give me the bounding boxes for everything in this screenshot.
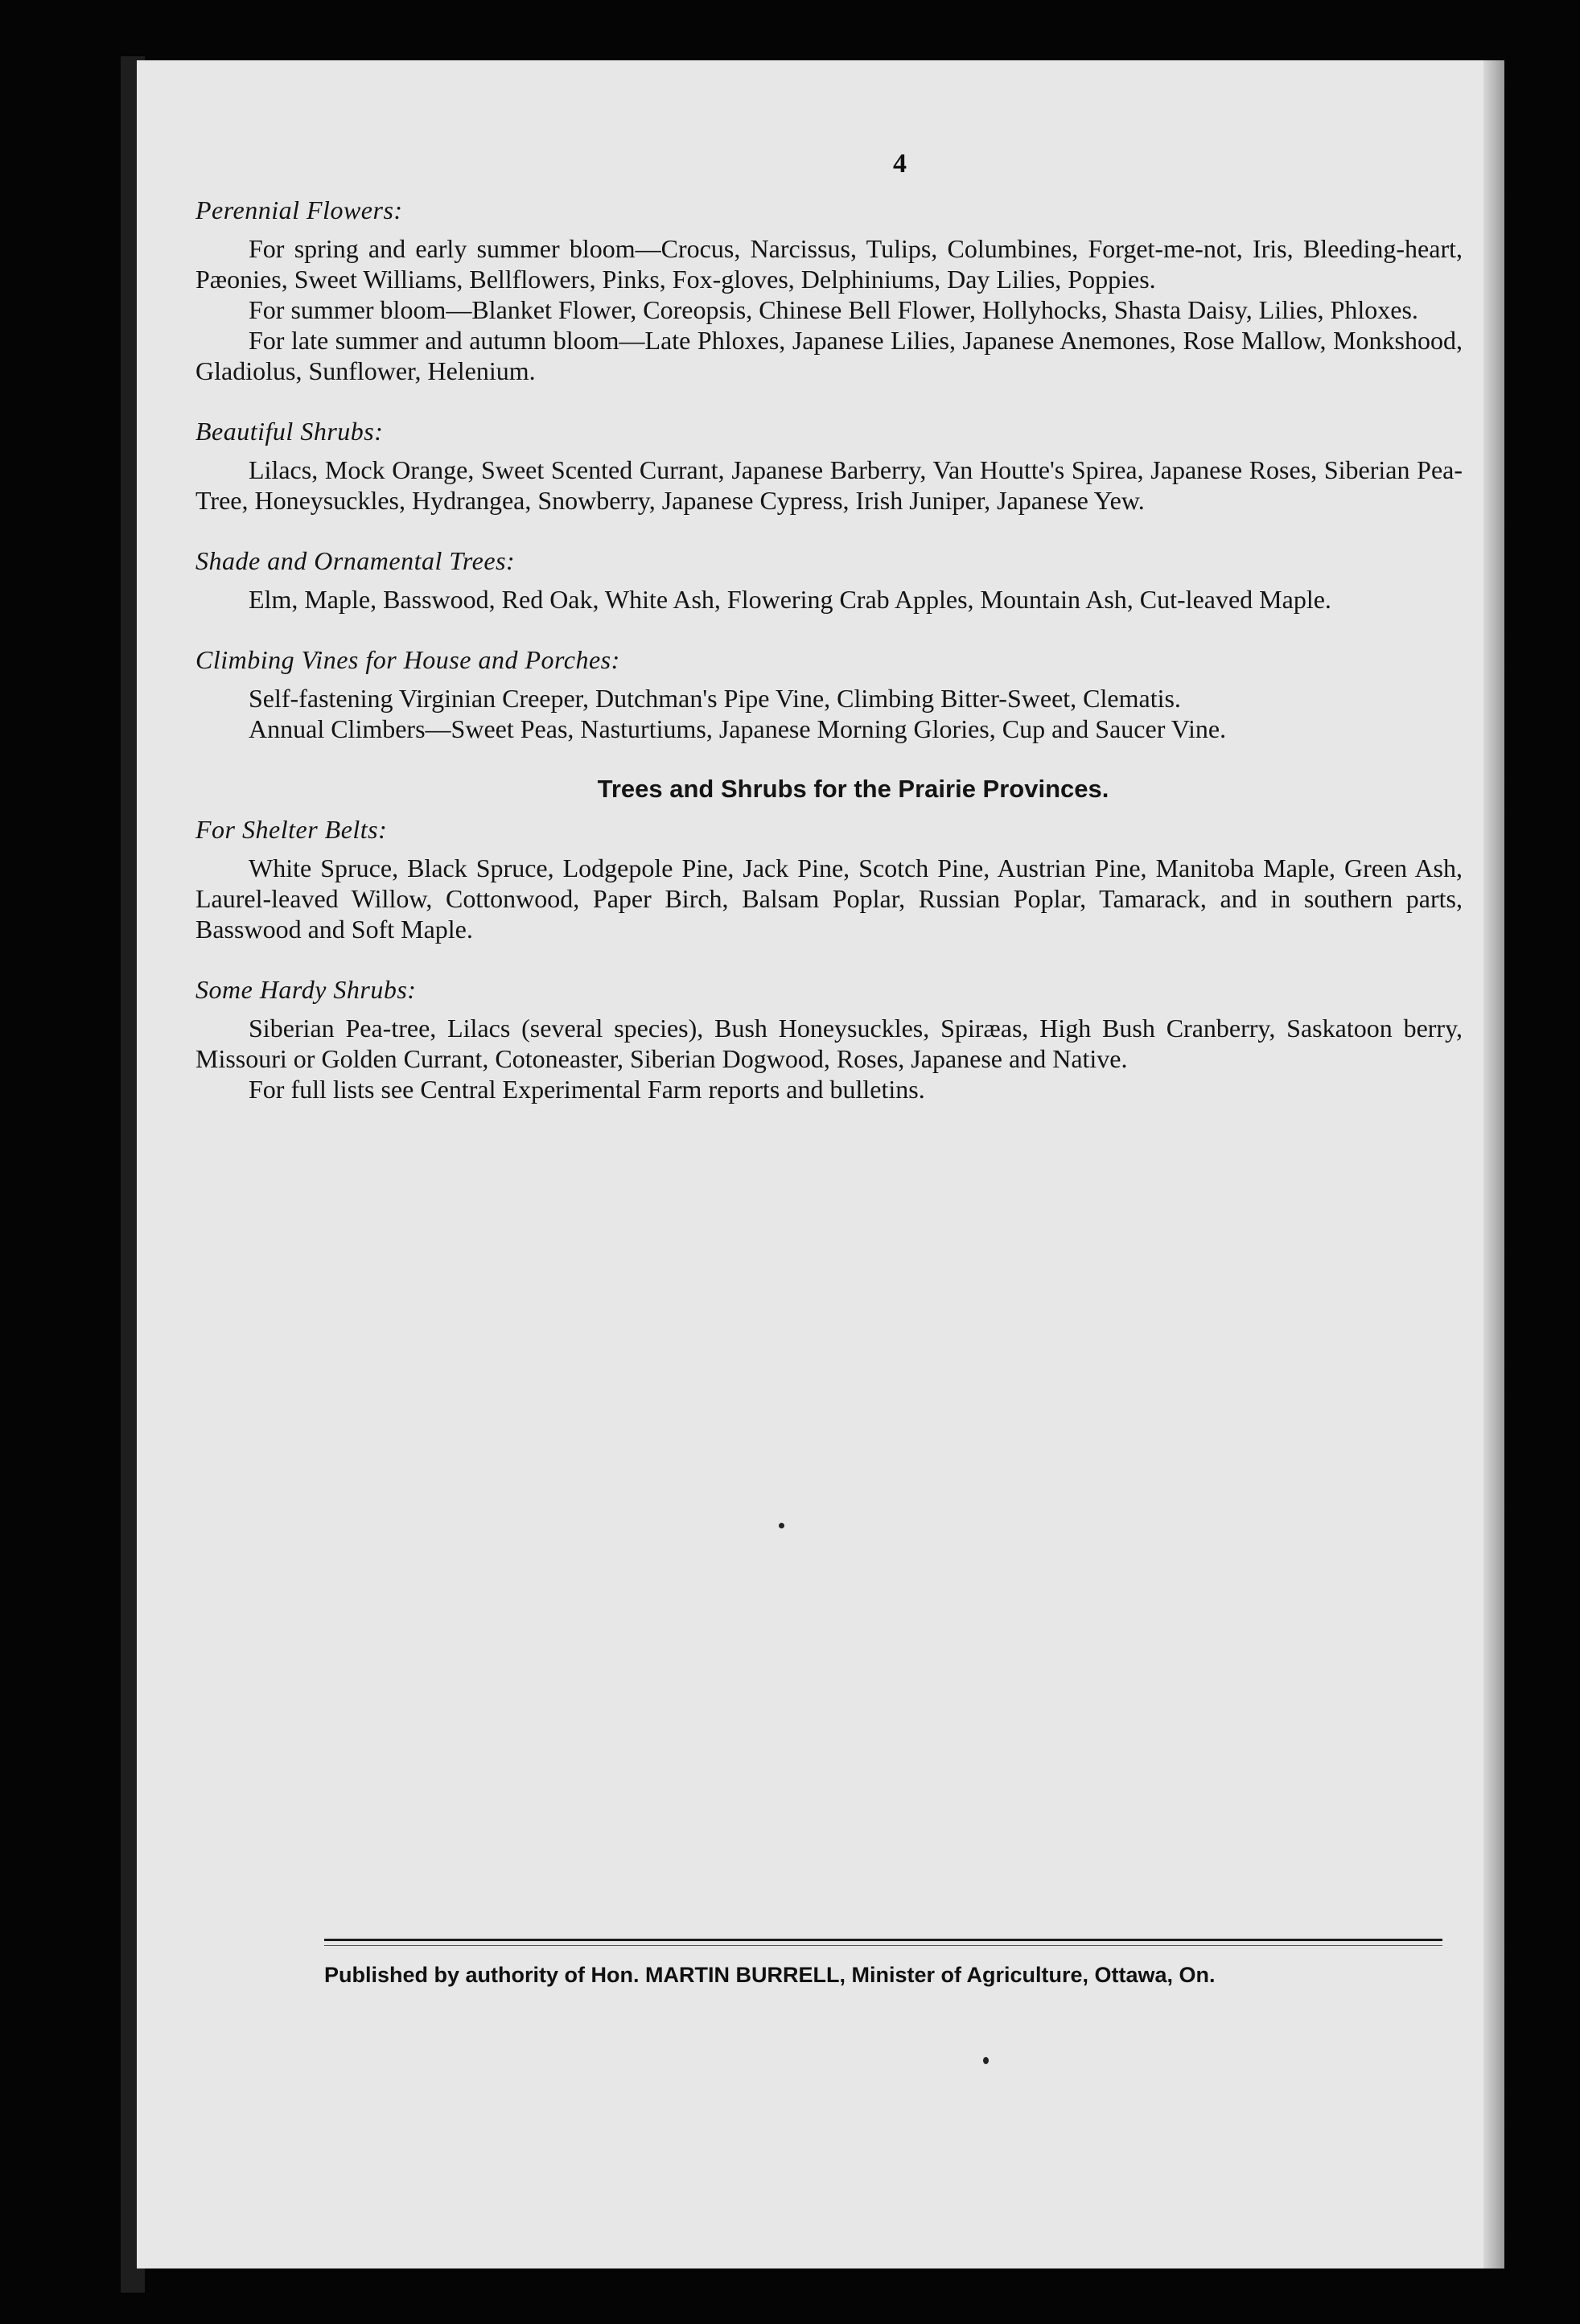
section-heading: For Shelter Belts: <box>195 815 388 844</box>
closing-line: For full lists see Central Experimental Farm reports and bulletins. <box>249 1075 925 1104</box>
footer-rule-thin <box>324 1945 1442 1946</box>
section-heading: Perennial Flowers: <box>195 195 403 224</box>
page-edge-shadow <box>1483 60 1504 2268</box>
section-beautiful-shrubs <box>195 417 1463 516</box>
section-heading: Climbing Vines for House and Porches: <box>195 645 620 674</box>
section-perennial-flowers <box>195 195 1463 386</box>
paragraph: Annual Climbers—Sweet Peas, Nasturtiums, Japanese Morning Glories, Cup and Saucer Vine. <box>249 714 1227 743</box>
page-content <box>195 195 1463 1104</box>
paragraph: For spring and early summer bloom—Crocus, Narcissus, Tulips, Columbines, Forget-me-not, Iris, Bleeding-heart, Pæonies, Sweet Williams, Bellflowers, Pinks, Fox-gloves, Delphiniums, Day Lilies, Poppies. <box>195 234 1463 294</box>
section-hardy-shrubs <box>195 975 1463 1104</box>
paragraph: For summer bloom—Blanket Flower, Coreopsis, Chinese Bell Flower, Hollyhocks, Shasta Daisy, Lilies, Phloxes. <box>249 295 1418 324</box>
paragraph: Lilacs, Mock Orange, Sweet Scented Currant, Japanese Barberry, Van Houtte's Spirea, Japanese Roses, Siberian Pea-Tree, Honeysuckles, Hydrangea, Snowberry, Japanese Cypress, Irish Juniper, Japanese Yew. <box>195 455 1463 515</box>
section-heading: Beautiful Shrubs: <box>195 417 384 446</box>
section-shelter-belts <box>195 815 1463 944</box>
paragraph: White Spruce, Black Spruce, Lodgepole Pine, Jack Pine, Scotch Pine, Austrian Pine, Manitoba Maple, Green Ash, Laurel-leaved Willow, Cottonwood, Paper Birch, Balsam Poplar, Russian Poplar, Tamarack, and in southern parts, Basswood and Soft Maple. <box>195 854 1463 944</box>
prairie-title: Trees and Shrubs for the Prairie Provinces. <box>597 775 1109 803</box>
paragraph: Self-fastening Virginian Creeper, Dutchman's Pipe Vine, Climbing Bitter-Sweet, Clematis. <box>249 684 1181 713</box>
paragraph: Elm, Maple, Basswood, Red Oak, White Ash, Flowering Crab Apples, Mountain Ash, Cut-leaved Maple. <box>249 585 1331 614</box>
section-heading: Some Hardy Shrubs: <box>195 975 417 1004</box>
publisher-footer: Published by authority of Hon. MARTIN BURRELL, Minister of Agriculture, Ottawa, On. <box>324 1963 1216 1987</box>
footer-rule <box>324 1939 1442 1941</box>
page-number: 4 <box>893 149 907 179</box>
section-climbing-vines <box>195 645 1463 744</box>
paragraph: Siberian Pea-tree, Lilacs (several species), Bush Honeysuckles, Spiræas, High Bush Cranberry, Saskatoon berry, Missouri or Golden Currant, Cotoneaster, Siberian Dogwood, Roses, Japanese and Native. <box>195 1014 1463 1073</box>
ink-speck <box>779 1523 784 1528</box>
ink-speck <box>983 2057 989 2064</box>
section-shade-trees <box>195 546 1463 615</box>
section-heading: Shade and Ornamental Trees: <box>195 546 516 575</box>
paragraph: For late summer and autumn bloom—Late Phloxes, Japanese Lilies, Japanese Anemones, Rose Mallow, Monkshood, Gladiolus, Sunflower, Helenium. <box>195 326 1463 385</box>
